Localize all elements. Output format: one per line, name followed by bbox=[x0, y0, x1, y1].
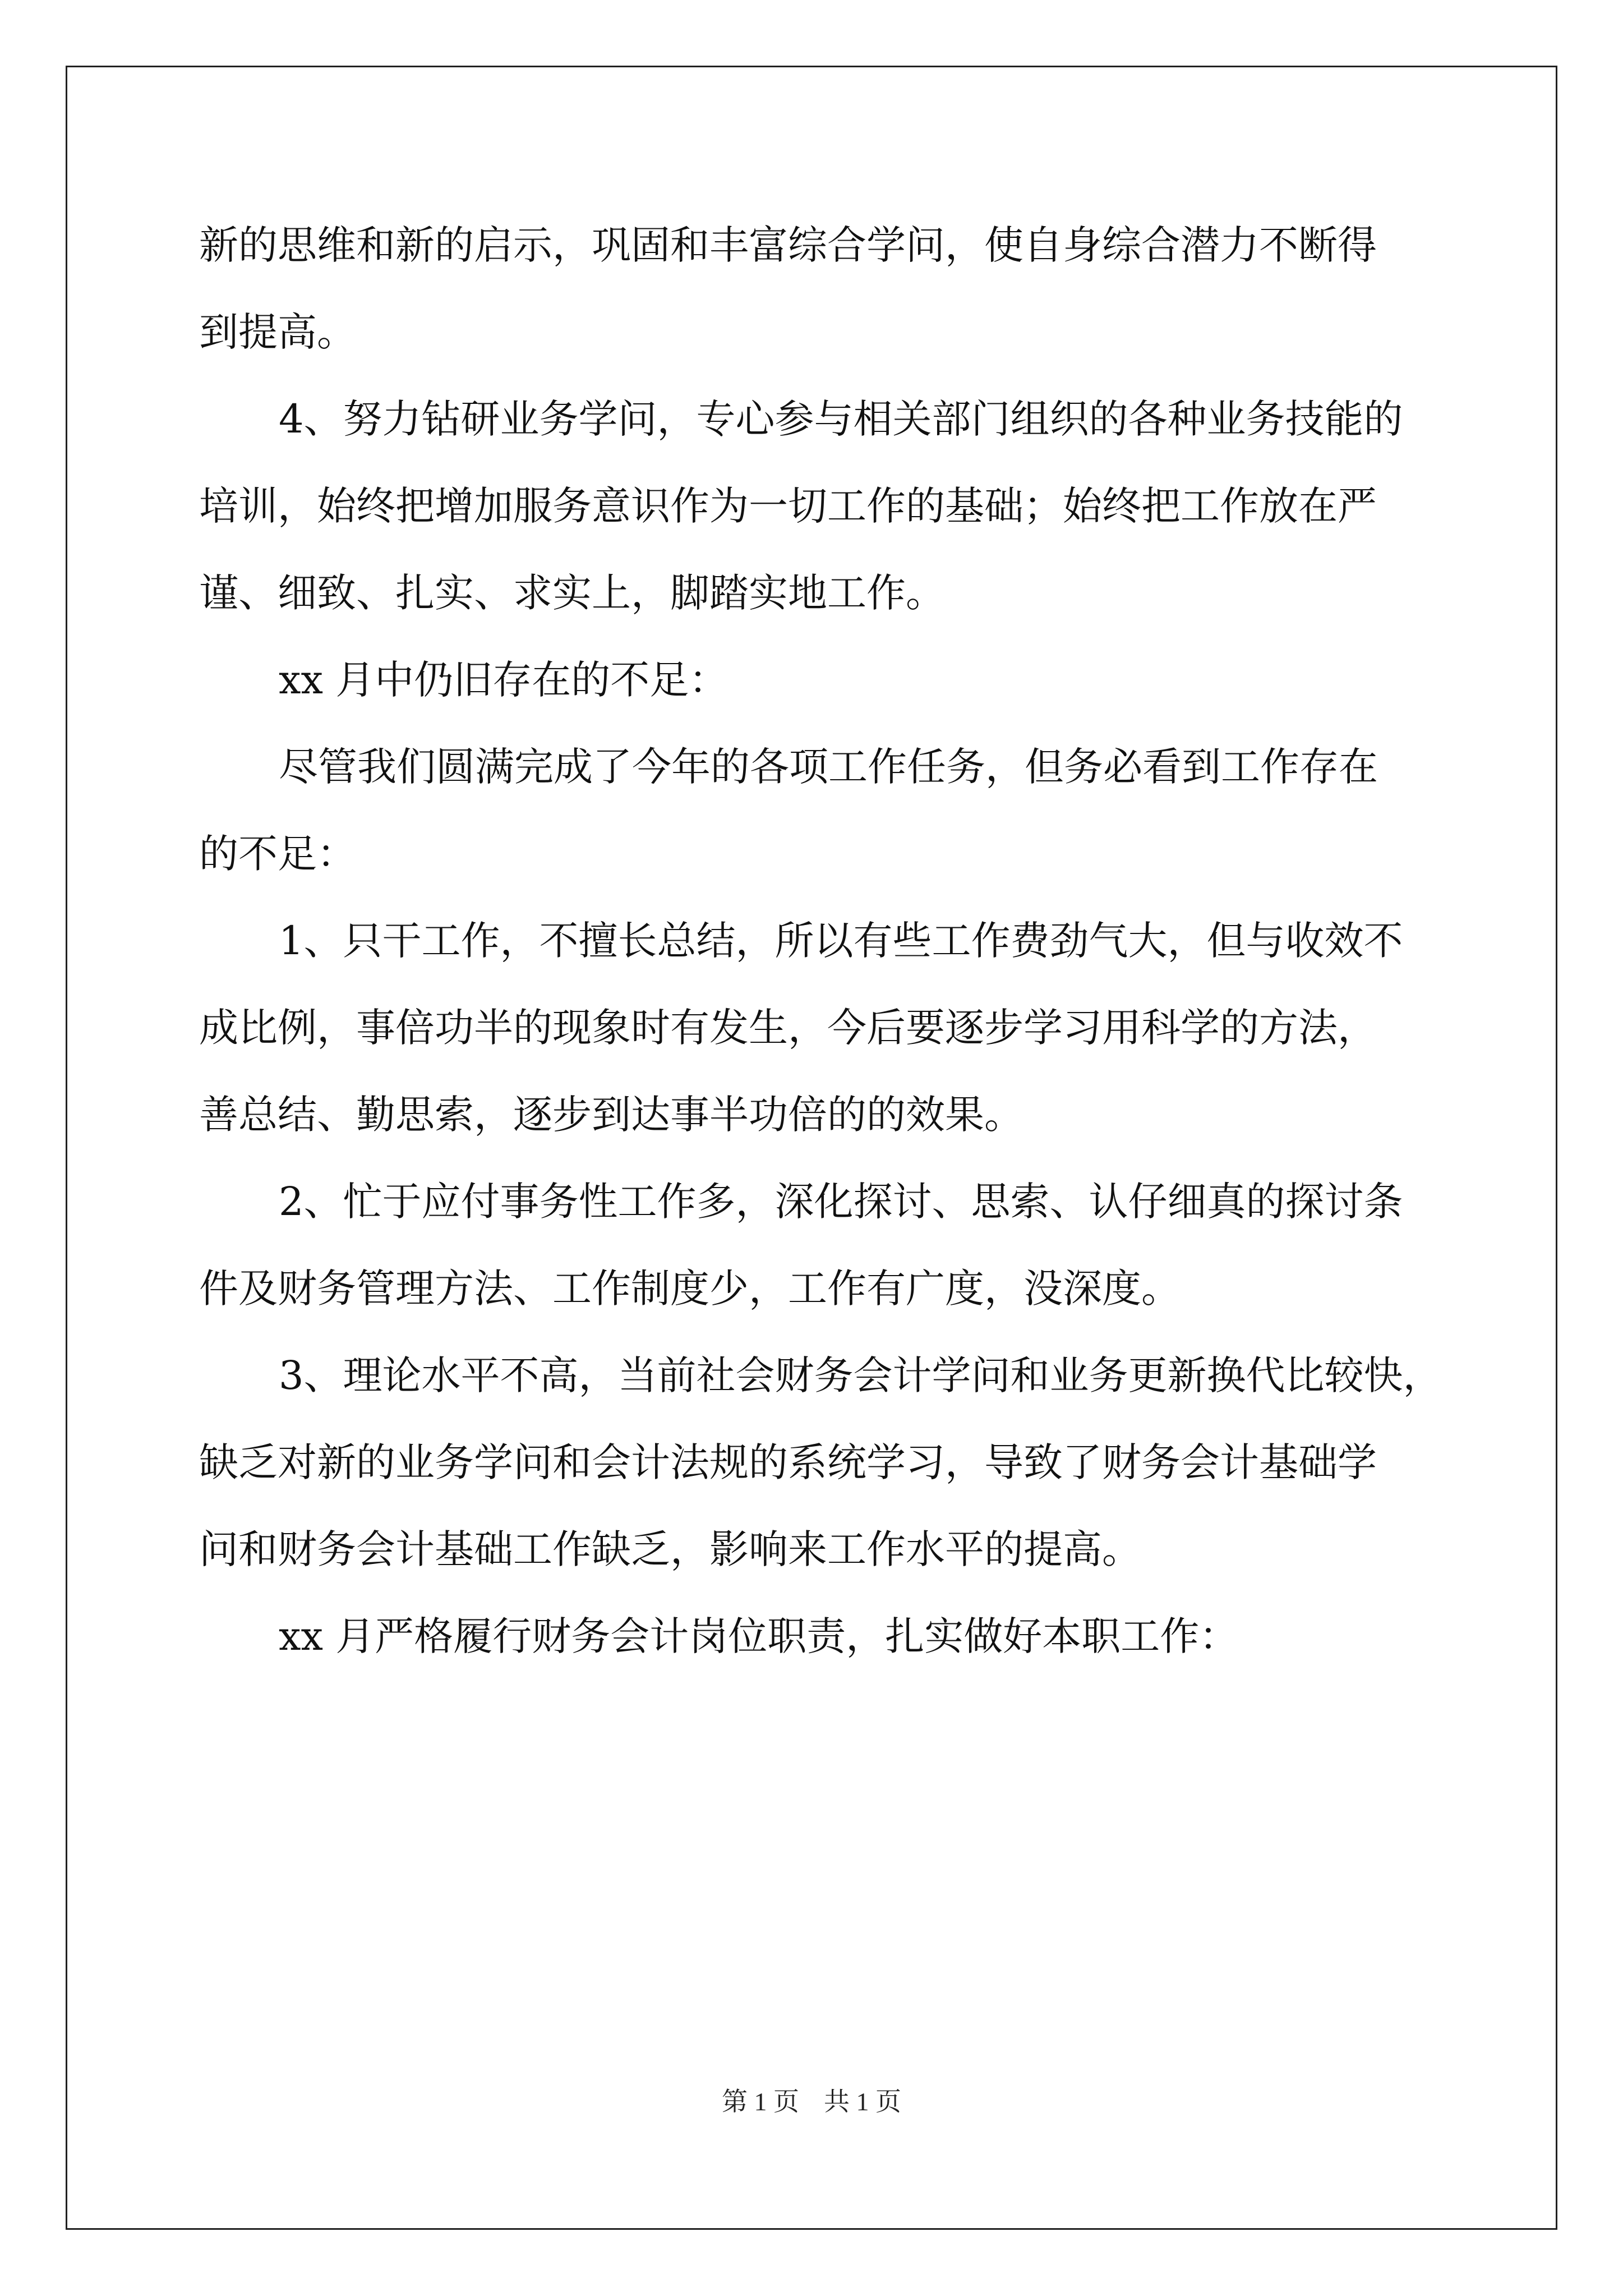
text-line: 谨、细致、扎实、求实上，脚踏实地工作。 bbox=[199, 570, 945, 616]
text-line: 1、只干工作，不擅长总结，所以有些工作费劲气大，但与收效不 bbox=[279, 918, 1403, 964]
text-line: 件及财务管理方法、工作制度少，工作有广度，没深度。 bbox=[199, 1266, 1181, 1312]
text-line: 4、努力钻研业务学问，专心参与相关部门组织的各种业务技能的 bbox=[279, 396, 1403, 442]
page-number: 第 1 页 bbox=[722, 2087, 799, 2116]
text-line: 问和财务会计基础工作缺乏，影响来工作水平的提高。 bbox=[199, 1526, 1141, 1572]
text-line: 新的思维和新的启示，巩固和丰富综合学问，使自身综合潜力不断得 bbox=[199, 222, 1377, 268]
text-line: 成比例，事倍功半的现象时有发生，今后要逐步学习用科学的方法， bbox=[199, 1005, 1377, 1051]
text-line: 培训，始终把增加服务意识作为一切工作的基础；始终把工作放在严 bbox=[199, 483, 1377, 529]
text-line: 3、理论水平不高，当前社会财务会计学问和业务更新换代比较快， bbox=[279, 1352, 1442, 1398]
page-total: 共 1 页 bbox=[824, 2087, 901, 2116]
text-line: 的不足： bbox=[199, 831, 356, 877]
text-line: 2、忙于应付事务性工作多，深化探讨、思索、认仔细真的探讨条 bbox=[279, 1179, 1403, 1225]
text-line: xx 月严格履行财务会计岗位职责，扎实做好本职工作： bbox=[279, 1613, 1239, 1659]
text-line: 善总结、勤思索，逐步到达事半功倍的的效果。 bbox=[199, 1092, 1023, 1138]
text-line: 到提高。 bbox=[199, 309, 356, 355]
text-line: 尽管我们圆满完成了今年的各项工作任务，但务必看到工作存在 bbox=[279, 744, 1378, 790]
page-footer bbox=[0, 2081, 1623, 2118]
text-line: xx 月中仍旧存在的不足： bbox=[279, 657, 728, 703]
text-line: 缺乏对新的业务学问和会计法规的系统学习，导致了财务会计基础学 bbox=[199, 1439, 1377, 1485]
